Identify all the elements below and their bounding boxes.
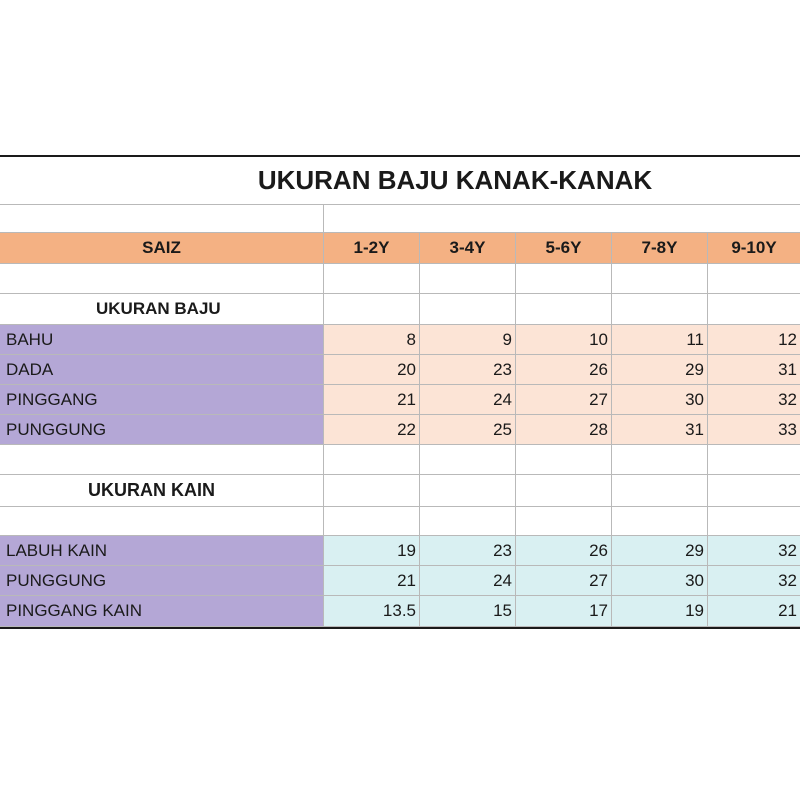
section-row-kain	[0, 475, 800, 507]
table-row	[0, 596, 800, 629]
empty-row	[0, 264, 800, 294]
value-cell: 29	[612, 536, 708, 566]
header-saiz: SAIZ	[0, 233, 324, 264]
value-cell: 11	[612, 325, 708, 355]
value-cell: 12	[708, 325, 800, 355]
value-cell: 30	[612, 566, 708, 596]
table-row	[0, 325, 800, 355]
value-cell: 24	[420, 566, 516, 596]
section-label-kain: UKURAN KAIN	[0, 475, 324, 507]
header-size-4: 7-8Y	[612, 233, 708, 264]
value-cell: 32	[708, 536, 800, 566]
table-row	[0, 385, 800, 415]
row-label: PUNGGUNG	[0, 415, 324, 445]
empty-cell	[708, 475, 800, 507]
empty-cell	[708, 294, 800, 325]
value-cell: 25	[420, 415, 516, 445]
value-cell: 21	[324, 566, 420, 596]
sheet-title: UKURAN BAJU KANAK-KANAK	[0, 157, 800, 205]
size-chart-sheet	[0, 155, 800, 629]
value-cell: 19	[324, 536, 420, 566]
header-row	[0, 233, 800, 264]
empty-cell	[324, 445, 420, 475]
empty-cell	[324, 294, 420, 325]
section-label-baju: UKURAN BAJU	[0, 294, 324, 325]
empty-cell	[612, 475, 708, 507]
empty-cell	[324, 475, 420, 507]
row-label: PINGGANG KAIN	[0, 596, 324, 627]
empty-cell	[516, 294, 612, 325]
value-cell: 22	[324, 415, 420, 445]
empty-cell	[324, 507, 420, 536]
empty-cell	[420, 445, 516, 475]
table-row	[0, 415, 800, 445]
table-row	[0, 355, 800, 385]
row-label: PINGGANG	[0, 385, 324, 415]
value-cell: 31	[612, 415, 708, 445]
value-cell: 32	[708, 566, 800, 596]
empty-cell	[324, 205, 800, 233]
empty-cell	[708, 507, 800, 536]
empty-cell	[0, 264, 324, 294]
value-cell: 26	[516, 536, 612, 566]
value-cell: 28	[516, 415, 612, 445]
value-cell: 9	[420, 325, 516, 355]
empty-cell	[420, 294, 516, 325]
value-cell: 26	[516, 355, 612, 385]
empty-cell	[420, 507, 516, 536]
value-cell: 19	[612, 596, 708, 627]
empty-cell	[708, 264, 800, 294]
value-cell: 30	[612, 385, 708, 415]
empty-cell	[420, 264, 516, 294]
empty-cell	[612, 294, 708, 325]
value-cell: 21	[708, 596, 800, 627]
value-cell: 33	[708, 415, 800, 445]
empty-cell	[708, 445, 800, 475]
empty-row	[0, 445, 800, 475]
value-cell: 15	[420, 596, 516, 627]
table-row	[0, 566, 800, 596]
empty-cell	[324, 264, 420, 294]
empty-cell	[612, 264, 708, 294]
empty-cell	[0, 445, 324, 475]
header-size-2: 3-4Y	[420, 233, 516, 264]
value-cell: 17	[516, 596, 612, 627]
value-cell: 23	[420, 536, 516, 566]
value-cell: 21	[324, 385, 420, 415]
empty-cell	[612, 445, 708, 475]
value-cell: 8	[324, 325, 420, 355]
value-cell: 20	[324, 355, 420, 385]
value-cell: 10	[516, 325, 612, 355]
section-row-baju	[0, 294, 800, 325]
empty-cell	[516, 507, 612, 536]
row-label: LABUH KAIN	[0, 536, 324, 566]
value-cell: 32	[708, 385, 800, 415]
row-label: BAHU	[0, 325, 324, 355]
spacer-row	[0, 205, 800, 233]
empty-cell	[516, 475, 612, 507]
value-cell: 24	[420, 385, 516, 415]
empty-cell	[612, 507, 708, 536]
empty-row	[0, 507, 800, 536]
empty-cell	[0, 205, 324, 233]
title-row	[0, 155, 800, 205]
header-size-3: 5-6Y	[516, 233, 612, 264]
row-label: PUNGGUNG	[0, 566, 324, 596]
value-cell: 13.5	[324, 596, 420, 627]
empty-cell	[516, 445, 612, 475]
value-cell: 27	[516, 385, 612, 415]
table-row	[0, 536, 800, 566]
empty-cell	[0, 507, 324, 536]
row-label: DADA	[0, 355, 324, 385]
header-size-1: 1-2Y	[324, 233, 420, 264]
value-cell: 29	[612, 355, 708, 385]
empty-cell	[516, 264, 612, 294]
empty-cell	[420, 475, 516, 507]
value-cell: 31	[708, 355, 800, 385]
value-cell: 23	[420, 355, 516, 385]
header-size-5: 9-10Y	[708, 233, 800, 264]
value-cell: 27	[516, 566, 612, 596]
